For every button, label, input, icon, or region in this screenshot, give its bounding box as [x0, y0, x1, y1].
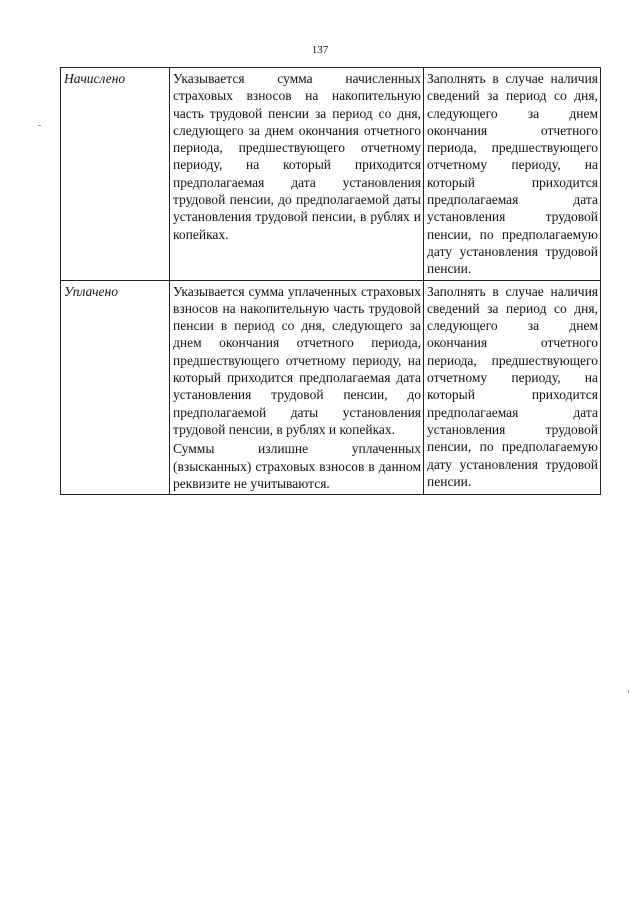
scan-speck	[628, 690, 629, 693]
scan-speck	[38, 125, 41, 126]
description-note: Суммы излишне уплаченных (взысканных) страховых взносов в данном реквизите не учитываются.	[173, 441, 421, 491]
field-name-cell: Начислено	[61, 68, 170, 281]
field-name-cell: Уплачено	[61, 280, 170, 495]
table-row	[61, 68, 601, 281]
table-row	[61, 280, 601, 495]
description-cell	[170, 280, 424, 495]
condition-text: Заполнять в случае наличия сведений за период со дня, следующего за днем окончания отчетного периода, предшествующего отчетному периоду, на который приходится предполагаемая дата установления трудовой пенсии, по предполагаемую дату установления трудовой пенсии.	[427, 71, 598, 277]
requisites-table	[60, 67, 601, 495]
page-number: 137	[311, 44, 329, 56]
description-cell	[170, 68, 424, 281]
condition-cell	[424, 280, 601, 495]
description-paragraph: Указывается сумма начисленных страховых взносов на накопительную часть трудовой пенсии за период со дня, следующего за днем окончания отчетного периода, предшествующего отчетному периоду, на который приходится предполагаемая дата установления трудовой пенсии, до предполагаемой даты установления трудовой пенсии, в рублях и копейках.	[173, 71, 421, 242]
condition-text: Заполнять в случае наличия сведений за период со дня, следующего за днем окончания отчетного периода, предшествующего отчетному периоду, на который приходится предполагаемая дата установления трудовой пенсии, по предполагаемую дату установления трудовой пенсии.	[427, 283, 598, 489]
description-paragraph: Указывается сумма уплаченных страховых взносов на накопительную часть трудовой пенсии в период со дня, следующего за днем окончания отчетного периода, предшествующего отчетному периоду, на который приходится предполагаемая дата установления трудовой пенсии, до предполагаемой даты установления трудовой пенсии, в рублях и копейках.	[173, 283, 421, 437]
condition-cell	[424, 68, 601, 281]
